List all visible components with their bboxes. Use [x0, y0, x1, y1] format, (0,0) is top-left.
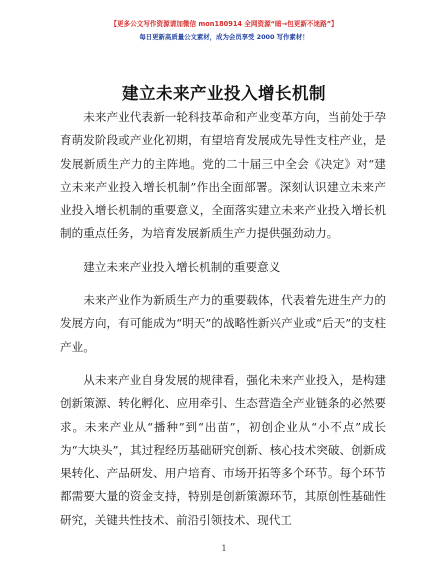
- promo-banner-line-1: 【更多公文写作资源请加微信 mon180914 全网资源“暗→包更新不迷路”】: [110, 20, 338, 28]
- promo-banner-line-2: 每日更新高质量公文素材，成为会员享受 2000 写作素材！: [139, 33, 309, 41]
- body-paragraph: 从未来产业自身发展的规律看，强化未来产业投入，是构建创新策源、转化孵化、应用牵引、生态营造全产业链条的必然要求。未来产业从“播种”到“出苗”，初创企业从“小不点”成长为“大块头”，其过程经历基础研究创新、核心技术突破、创新成果转化、产品研发、用户培育、市场开拓等多个环节。每个环节都需要大量的资金支持，特别是创新策源环节，其原创性基础性研究，关键共性技术、前沿引领技术、现代工: [60, 372, 386, 527]
- intro-paragraph: 未来产业代表新一轮科技革命和产业变革方向，当前处于孕育萌发阶段或产业化初期，有望培育发展成先导性支柱产业，是发展新质生产力的主阵地。党的二十届三中全会《决定》对“建立未来产业投入增长机制”作出全面部署。深刻认识建立未来产业投入增长机制的重要意义，全面落实建立未来产业投入增长机制的重点任务，为培育发展新质生产力提供强劲动力。: [60, 110, 386, 241]
- section-heading: 建立未来产业投入增长机制的重要意义: [83, 259, 281, 274]
- body-paragraph: 未来产业作为新质生产力的重要载体，代表着先进生产力的发展方向，有可能成为“明天”的战略性新兴产业或“后天”的支柱产业。: [60, 293, 386, 354]
- document-title: 建立未来产业投入增长机制: [122, 84, 326, 103]
- page-number: 1: [221, 544, 227, 553]
- document-body: [60, 106, 386, 542]
